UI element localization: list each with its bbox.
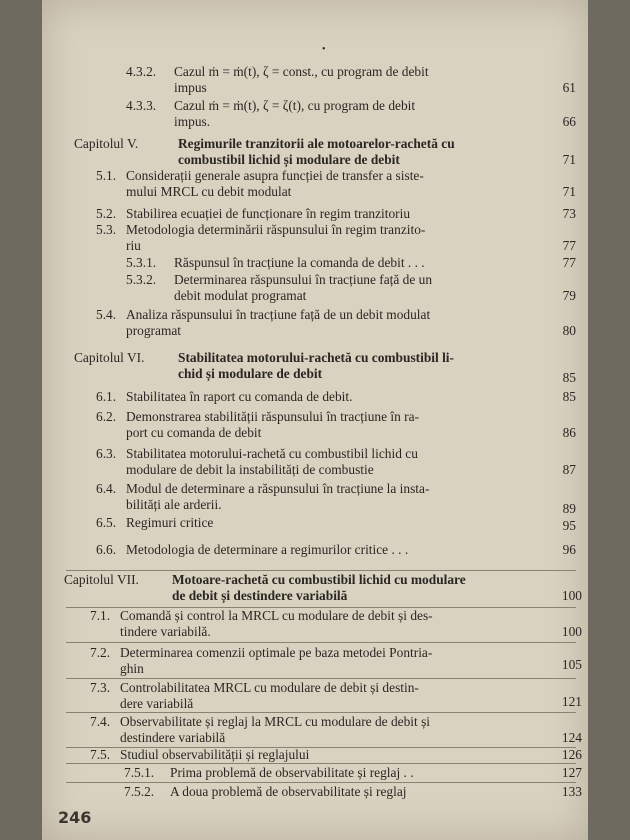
entry-number: 5.3.1. <box>126 255 157 270</box>
entry-title-line1: Determinarea răspunsului în tracțiune față de un <box>174 272 433 287</box>
entry-number: 7.4. <box>90 714 111 729</box>
entry-number: 4.3.3. <box>126 98 157 113</box>
divider <box>66 570 576 571</box>
chapter-vii-heading <box>64 572 582 606</box>
entry-page: 61 <box>562 80 576 95</box>
chapter-page: 85 <box>562 370 576 385</box>
entry-title-line1: Cazul ṁ = ṁ(t), ζ = ζ(t), cu program de debit <box>174 98 416 113</box>
toc-entry-6-1 <box>96 389 576 405</box>
entry-number: 5.3.2. <box>126 272 157 287</box>
entry-number: 6.6. <box>96 542 117 557</box>
toc-entry-7-5-1 <box>124 765 582 781</box>
toc-entry-4-3-2 <box>126 64 576 96</box>
entry-number: 7.1. <box>90 608 111 623</box>
entry-page: 73 <box>562 206 576 221</box>
entry-page: 86 <box>562 425 576 440</box>
entry-title-line2: debit modulat programat <box>174 288 307 303</box>
toc-entry-7-2 <box>90 645 582 677</box>
entry-title-line1: Observabilitate și reglaj la MRCL cu modulare de debit și <box>120 714 431 729</box>
entry-title-line2: port cu comanda de debit <box>126 425 262 440</box>
toc-entry-6-4 <box>96 481 576 516</box>
entry-number: 6.1. <box>96 389 117 404</box>
toc-entry-7-3 <box>90 680 582 712</box>
toc-entry-6-5 <box>96 515 576 531</box>
entry-number: 6.3. <box>96 446 117 461</box>
entry-title-line1: Stabilirea ecuației de funcționare în regim tranzitoriu <box>126 206 411 221</box>
entry-number: 7.2. <box>90 645 111 660</box>
entry-title-line1: Regimuri critice <box>126 515 214 530</box>
entry-title-line2: destindere variabilă <box>120 730 226 745</box>
chapter-title-line2: de debit și destindere variabilă <box>172 588 348 603</box>
entry-title-line2: programat <box>126 323 182 338</box>
entry-title-line1: Cazul ṁ = ṁ(t), ζ = const., cu program de debit <box>174 64 429 79</box>
toc-entry-5-3 <box>96 222 576 254</box>
entry-title-line1: Stabilitatea motorului-rachetă cu combustibil lichid cu <box>126 446 418 461</box>
entry-number: 5.3. <box>96 222 117 237</box>
entry-title-line2: riu <box>126 238 141 253</box>
entry-number: 6.2. <box>96 409 117 424</box>
chapter-label: Capitolul V. <box>74 136 139 151</box>
entry-title-line1: Modul de determinare a răspunsului în tracțiune la insta- <box>126 481 430 496</box>
chapter-title-line1: Regimurile tranzitorii ale motoarelor-rachetă cu <box>178 136 455 151</box>
toc-entry-5-1 <box>96 168 576 200</box>
toc-entry-7-4 <box>90 714 582 746</box>
entry-title-line1: Stabilitatea în raport cu comanda de debit. <box>126 389 353 404</box>
entry-page: 79 <box>562 288 576 303</box>
entry-number: 5.1. <box>96 168 117 183</box>
entry-page: 89 <box>562 501 576 516</box>
chapter-title-line2: combustibil lichid și modulare de debit <box>178 152 400 167</box>
entry-title-line2: impus. <box>174 114 211 129</box>
entry-title-line1: Comandă și control la MRCL cu modulare de debit și des- <box>120 608 433 623</box>
entry-page: 77 <box>562 238 576 253</box>
divider <box>66 763 576 764</box>
entry-page: 127 <box>561 765 582 780</box>
entry-title-line1: Metodologia de determinare a regimurilor critice . . . <box>126 542 409 557</box>
entry-title-line2: dere variabilă <box>120 696 194 711</box>
divider <box>66 642 576 643</box>
entry-title-line2: impus <box>174 80 207 95</box>
chapter-title-line2: chid și modulare de debit <box>178 366 323 381</box>
entry-title-line1: Demonstrarea stabilității răspunsului în tracțiune în ra- <box>126 409 420 424</box>
entry-page: 66 <box>562 114 576 129</box>
entry-title-line2: ghin <box>120 661 144 676</box>
toc-entry-7-5 <box>90 747 582 763</box>
entry-title-line1: Prima problemă de observabilitate și reglaj . . <box>170 765 414 780</box>
toc-entry-7-5-2 <box>124 784 582 800</box>
entry-title-line1: A doua problemă de observabilitate și reglaj <box>170 784 407 799</box>
toc-entry-5-4 <box>96 307 576 339</box>
toc-entry-6-3 <box>96 446 576 478</box>
entry-title-line1: Răspunsul în tracțiune la comanda de debit . . . <box>174 255 425 270</box>
entry-page: 95 <box>562 518 576 533</box>
divider <box>66 782 576 783</box>
entry-page: 85 <box>562 389 576 404</box>
entry-page: 105 <box>561 657 582 672</box>
entry-title-line1: Studiul observabilității și reglajului <box>120 747 310 762</box>
chapter-title-line1: Stabilitatea motorului-rachetă cu combustibil li- <box>178 350 454 365</box>
toc-entry-4-3-3 <box>126 98 576 130</box>
entry-page: 96 <box>562 542 576 557</box>
entry-title-line1: Analiza răspunsului în tracțiune față de un debit modulat <box>126 307 431 322</box>
chapter-v-heading <box>74 136 576 170</box>
chapter-title-line1: Motoare-rachetă cu combustibil lichid cu modulare <box>172 572 466 587</box>
entry-number: 7.5.2. <box>124 784 155 799</box>
entry-page: 133 <box>561 784 582 799</box>
entry-title-line1: Metodologia determinării răspunsului în regim tranzito- <box>126 222 426 237</box>
entry-page: 126 <box>561 747 582 762</box>
entry-page: 80 <box>562 323 576 338</box>
divider <box>66 678 576 679</box>
chapter-vi-heading <box>74 350 576 384</box>
entry-title-line2: modulare de debit la instabilități de combustie <box>126 462 374 477</box>
entry-title-line1: Determinarea comenzii optimale pe baza metodei Pontria- <box>120 645 433 660</box>
entry-number: 5.4. <box>96 307 117 322</box>
entry-title-line1: Considerații generale asupra funcției de transfer a siste- <box>126 168 424 183</box>
book-page <box>42 0 588 840</box>
divider <box>66 712 576 713</box>
ink-dot: • <box>322 44 326 55</box>
toc-entry-5-3-1 <box>126 255 576 271</box>
toc-entry-5-2 <box>96 206 576 222</box>
entry-page: 77 <box>562 255 576 270</box>
chapter-page: 71 <box>562 152 576 167</box>
entry-number: 7.3. <box>90 680 111 695</box>
entry-page: 71 <box>562 184 576 199</box>
toc-entry-6-2 <box>96 409 576 441</box>
entry-page: 121 <box>561 694 582 709</box>
chapter-page: 100 <box>561 588 582 603</box>
entry-number: 4.3.2. <box>126 64 157 79</box>
entry-number: 6.5. <box>96 515 117 530</box>
entry-number: 6.4. <box>96 481 117 496</box>
toc-entry-7-1 <box>90 608 582 640</box>
toc-entry-5-3-2 <box>126 272 576 304</box>
entry-title-line2: tindere variabilă. <box>120 624 211 639</box>
entry-title-line2: bilități ale arderii. <box>126 497 222 512</box>
entry-number: 7.5. <box>90 747 111 762</box>
chapter-label: Capitolul VII. <box>64 572 139 587</box>
entry-number: 5.2. <box>96 206 117 221</box>
toc-entry-6-6 <box>96 542 576 558</box>
page-number: 246 <box>58 808 92 827</box>
chapter-label: Capitolul VI. <box>74 350 145 365</box>
entry-title-line2: mului MRCL cu debit modulat <box>126 184 292 199</box>
entry-title-line1: Controlabilitatea MRCL cu modulare de debit și destin- <box>120 680 419 695</box>
entry-page: 100 <box>561 624 582 639</box>
entry-page: 124 <box>561 730 582 745</box>
entry-number: 7.5.1. <box>124 765 155 780</box>
entry-page: 87 <box>562 462 576 477</box>
